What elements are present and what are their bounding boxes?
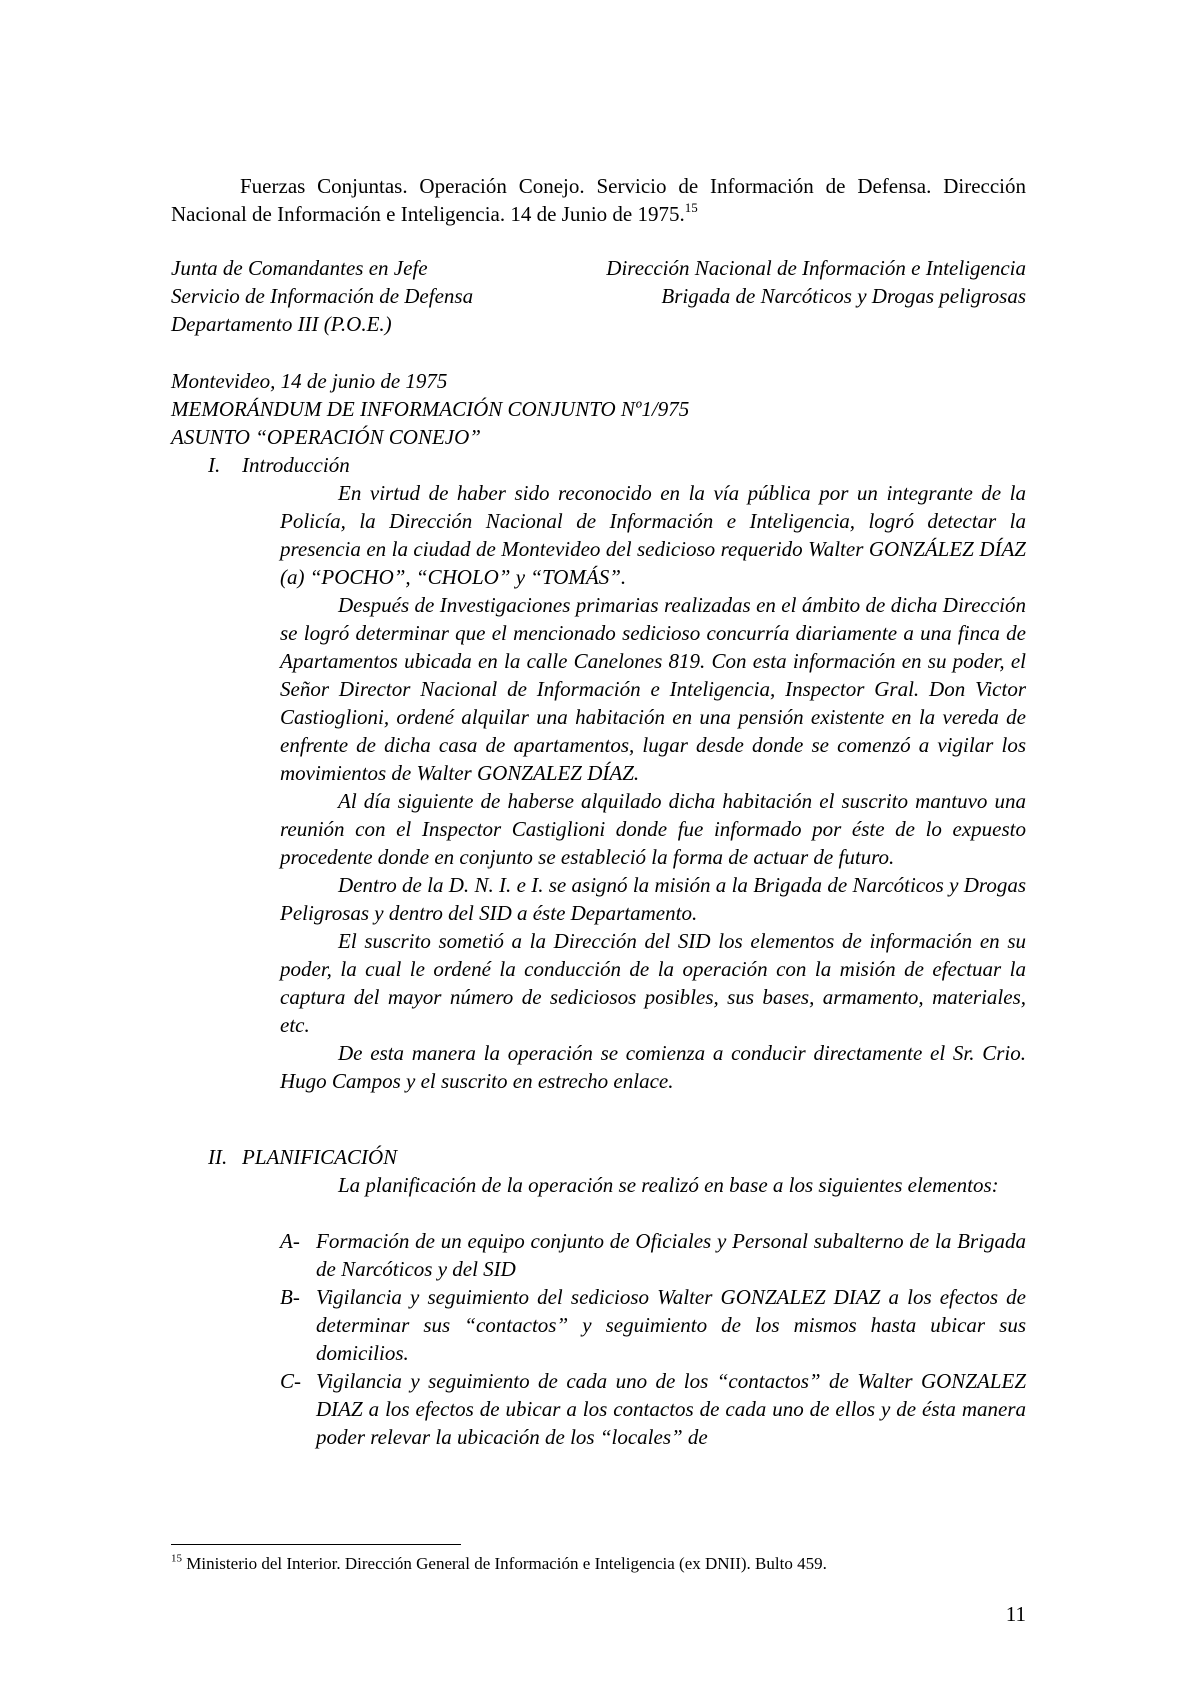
header-left-1: Junta de Comandantes en Jefe <box>171 256 428 280</box>
list-item <box>280 1283 1026 1367</box>
paragraph: De esta manera la operación se comienza a conducir directamente el Sr. Crio. Hugo Campos y el suscrito en estrecho enlace. <box>280 1041 1026 1093</box>
memo-title: MEMORÁNDUM DE INFORMACIÓN CONJUNTO Nº1/975 <box>171 397 690 421</box>
paragraph: La planificación de la operación se realizó en base a los siguientes elementos: <box>338 1173 999 1197</box>
section-title: PLANIFICACIÓN <box>242 1145 398 1169</box>
letterhead <box>171 254 1026 338</box>
list-item-text: Formación de un equipo conjunto de Oficiales y Personal subalterno de la Brigada de Narcóticos y del SID <box>316 1229 1026 1281</box>
list-marker: B- <box>280 1285 300 1309</box>
footnote <box>171 1553 1026 1575</box>
footnote-ref: 15 <box>684 199 698 215</box>
section-number: I. <box>208 453 221 477</box>
memo-subject: ASUNTO “OPERACIÓN CONEJO” <box>171 425 481 449</box>
header-right-2: Brigada de Narcóticos y Drogas peligrosas <box>661 284 1026 308</box>
header-left-3: Departamento III (P.O.E.) <box>171 312 392 336</box>
paragraph: Dentro de la D. N. I. e I. se asignó la misión a la Brigada de Narcóticos y Drogas Peligrosas y dentro del SID a éste Departamento. <box>280 873 1026 925</box>
memo-place-date: Montevideo, 14 de junio de 1975 <box>171 369 448 393</box>
header-right-1: Dirección Nacional de Información e Inteligencia <box>606 256 1026 280</box>
paragraph: En virtud de haber sido reconocido en la vía pública por un integrante de la Policía, la Dirección Nacional de Información e Inteligencia, logró detectar la presencia en la ciudad de Montevideo del sedicioso requerido Walter GONZÁLEZ DÍAZ (a) “POCHO”, “CHOLO” y “TOMÁS”. <box>280 481 1026 589</box>
planning-list <box>280 1227 1026 1451</box>
footnote-number: 15 <box>171 1552 182 1565</box>
section-heading-planificacion <box>208 1143 397 1171</box>
intro-text: Fuerzas Conjuntas. Operación Conejo. Servicio de Información de Defensa. Dirección Nacional de Información e Inteligencia. 14 de Junio de 1975. <box>171 174 1026 226</box>
list-item <box>280 1227 1026 1283</box>
paragraph: Después de Investigaciones primarias realizadas en el ámbito de dicha Dirección se logró determinar que el mencionado sedicioso concurría diariamente a una finca de Apartamentos ubicada en la calle Canelones 819. Con esta información en su poder, el Señor Director Nacional de Información e Inteligencia, Inspector Gral. Don Victor Castioglioni, ordené alquilar una habitación en una pensión existente en la vereda de enfrente de dicha casa de apartamentos, lugar desde donde se comenzó a vigilar los movimientos de Walter GONZALEZ DÍAZ. <box>280 593 1026 785</box>
memo-header <box>171 367 1026 451</box>
section-number: II. <box>208 1145 228 1169</box>
section-planificacion-intro <box>280 1171 1026 1199</box>
header-left-2: Servicio de Información de Defensa <box>171 284 474 308</box>
footnote-separator <box>171 1544 461 1545</box>
list-item <box>280 1367 1026 1451</box>
paragraph: Al día siguiente de haberse alquilado dicha habitación el suscrito mantuvo una reunión con el Inspector Castiglioni donde fue informado por éste de lo expuesto procedente donde en conjunto se estableció la forma de actuar de futuro. <box>280 789 1026 869</box>
page-number: 11 <box>1005 1602 1026 1626</box>
list-item-text: Vigilancia y seguimiento de cada uno de los “contactos” de Walter GONZALEZ DIAZ a los efectos de ubicar a los contactos de cada uno de ellos y de ésta manera poder relevar la ubicación de los “locales” de <box>316 1369 1026 1449</box>
list-marker: C- <box>280 1369 301 1393</box>
list-marker: A- <box>280 1229 300 1253</box>
list-item-text: Vigilancia y seguimiento del sedicioso Walter GONZALEZ DIAZ a los efectos de determinar sus “contactos” y seguimiento de los mismos hasta ubicar sus domicilios. <box>316 1285 1026 1365</box>
paragraph: El suscrito sometió a la Dirección del SID los elementos de información en su poder, la cual le ordené la conducción de la operación con la misión de efectuar la captura del mayor número de sediciosos posibles, sus bases, armamento, materiales, etc. <box>280 929 1026 1037</box>
section-heading-introduccion <box>208 451 350 479</box>
intro-paragraph <box>171 172 1026 228</box>
section-title: Introducción <box>242 453 350 477</box>
section-introduccion-body <box>280 479 1026 1095</box>
footnote-text: Ministerio del Interior. Dirección General de Información e Inteligencia (ex DNII). Bulto 459. <box>186 1554 827 1573</box>
